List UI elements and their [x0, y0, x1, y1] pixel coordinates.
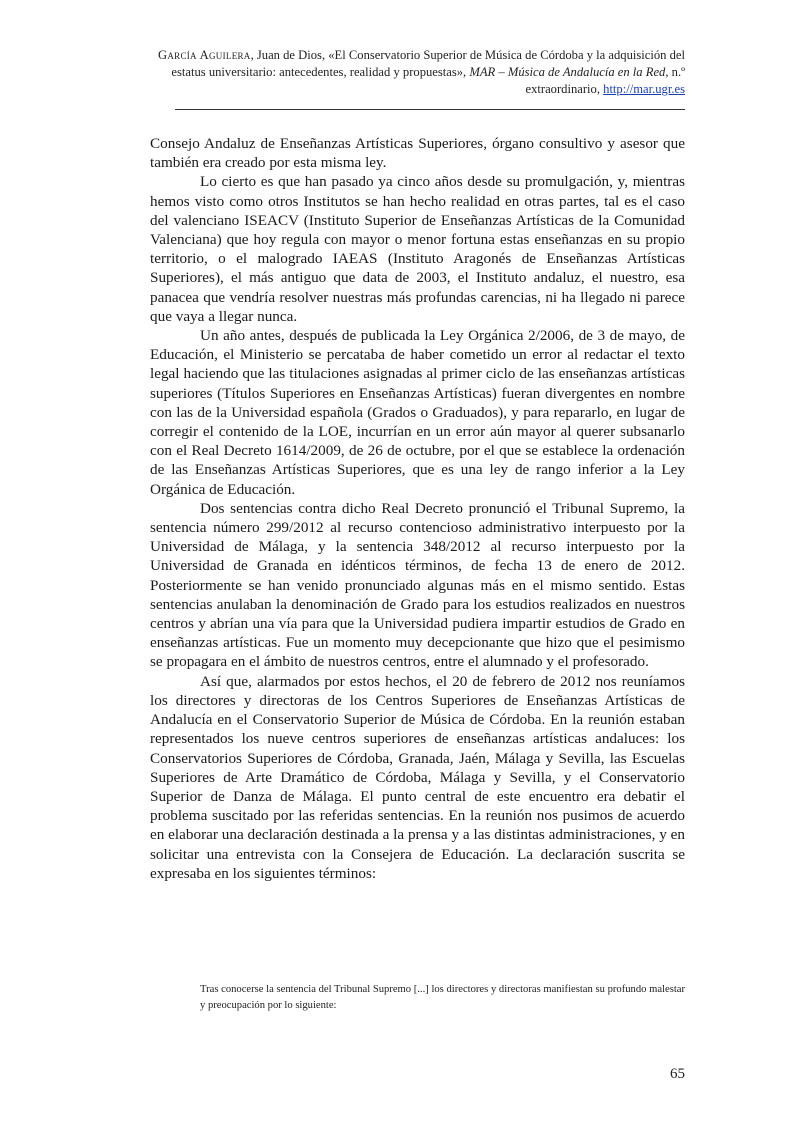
header-citation-suffix: , n.º extraordinario, [525, 65, 685, 96]
header-divider [175, 109, 685, 110]
paragraph-3: Un año antes, después de publicada la Ley Orgánica 2/2006, de 3 de mayo, de Educación, el Ministerio se percataba de haber cometido un error al redactar el texto legal haciendo que las titulaciones asignadas al primer ciclo de las enseñanzas artísticas superiores (Títulos Superiores en Enseñanzas Artísticas) fueran divergentes en nombre con las de la Universidad española (Grados o Graduados), y para repararlo, en lugar de corregir el contenido de la LOE, incurrían en un error aún mayor al querer subsanarlo con el Real Decreto 1614/2009, de 26 de octubre, por el que se establece la ordenación de las Enseñanzas Artísticas Superiores, que es una ley de rango inferior a la Ley Orgánica de Educación. [150, 327, 685, 498]
page-number: 65 [670, 1066, 685, 1082]
header-journal: MAR – Música de Andalucía en la Red [469, 65, 666, 79]
running-header [150, 47, 685, 98]
header-url-link[interactable]: http://mar.ugr.es [603, 82, 685, 96]
header-citation-prefix: , Juan de Dios, «El Conservatorio Superior de Música de Córdoba y la adquisición del estatus universitario: antecedentes, realidad y propuestas», [171, 48, 685, 79]
block-quote: Tras conocerse la sentencia del Tribunal Supremo [...] los directores y directoras manifiestan su profundo malestar y preocupación por lo siguiente: [200, 984, 685, 1011]
paragraph-4: Dos sentencias contra dicho Real Decreto pronunció el Tribunal Supremo, la sentencia número 299/2012 al recurso contencioso administrativo interpuesto por la Universidad de Málaga, y la sentencia 348/2012 al recurso interpuesto por la Universidad de Granada en idénticos términos, de fecha 13 de enero de 2012. Posteriormente se han venido pronunciado algunas más en el mismo sentido. Estas sentencias anulaban la denominación de Grado para los estudios realizados en nuestros centros y abrían una vía para que la Universidad pudiera impartir estudios de Grado en enseñanzas artísticas. Fue un momento muy decepcionante que hizo que el pesimismo se propagara en el ámbito de nuestros centros, entre el alumnado y el profesorado. [150, 499, 685, 671]
paragraph-1: Consejo Andaluz de Enseñanzas Artísticas Superiores, órgano consultivo y asesor que también era creado por esta misma ley. [150, 135, 685, 172]
paragraph-5: Así que, alarmados por estos hechos, el 20 de febrero de 2012 nos reuníamos los directores y directoras de los Centros Superiores de Enseñanzas Artísticas de Andalucía en el Conservatorio Superior de Música de Córdoba. En la reunión estaban representados los nueve centros superiores de enseñanzas artísticas andaluces: los Conservatorios Superiores de Córdoba, Granada, Jaén, Málaga y Sevilla, las Escuelas Superiores de Arte Dramático de Córdoba, Málaga y Sevilla, y el Conservatorio Superior de Danza de Málaga. El punto central de este encuentro era debatir el problema suscitado por las referidas sentencias. En la reunión nos pusimos de acuerdo en elaborar una declaración destinada a la prensa y a las distintas administraciones, y en solicitar una entrevista con la Consejera de Educación. La declaración suscrita se expresaba en los siguientes términos: [150, 672, 685, 882]
article-body [150, 134, 685, 883]
header-author: García Aguilera [157, 48, 251, 62]
paragraph-2: Lo cierto es que han pasado ya cinco años desde su promulgación, y, mientras hemos visto como otros Institutos se han hecho realidad en otras partes, tal es el caso del valenciano ISEACV (Instituto Superior de Enseñanzas Artísticas de la Comunidad Valenciana) que hoy regula con mayor o menor fortuna estas enseñanzas en su propio territorio, o el malogrado IAEAS (Instituto Aragonés de Enseñanzas Artísticas Superiores), el más antiguo que data de 2003, el Instituto andaluz, el nuestro, esa panacea que vendría resolver nuestras más profundas carencias, ni ha llegado ni parece que vaya a llegar nunca. [150, 173, 685, 325]
